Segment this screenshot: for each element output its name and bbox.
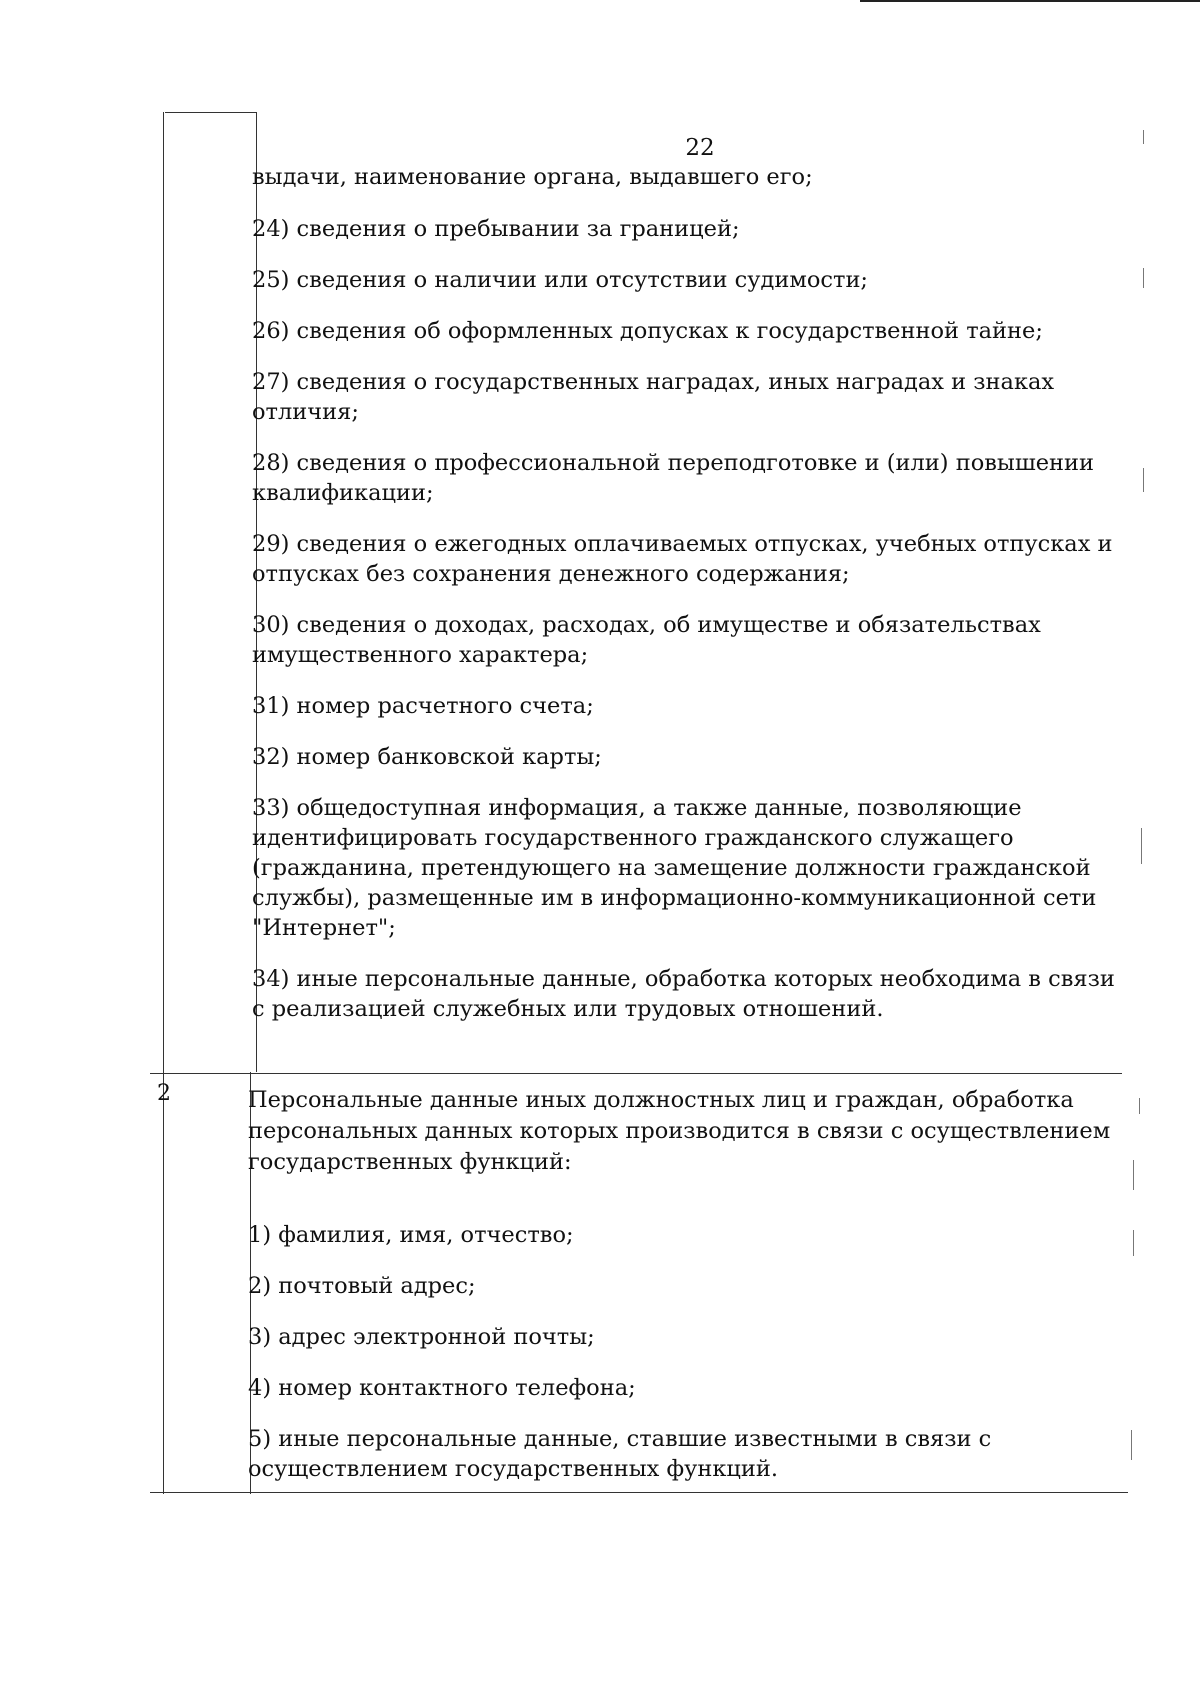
row-1-content: [252, 162, 1124, 1045]
list-item: 28) сведения о профессиональной переподготовке и (или) повышении квалификации;: [252, 450, 1095, 506]
table-left-border: [163, 112, 164, 1494]
list-item: 27) сведения о государственных наградах, иных наградах и знаках отличия;: [252, 369, 1055, 425]
scan-margin-mark: [1139, 1098, 1140, 1114]
scan-margin-mark: [1131, 1430, 1132, 1460]
page-number: 22: [685, 135, 715, 161]
list-item: 29) сведения о ежегодных оплачиваемых отпусках, учебных отпусках и отпусках без сохранения денежного содержания;: [252, 531, 1113, 587]
scan-margin-mark: [1143, 130, 1144, 144]
list-item: 24) сведения о пребывании за границей;: [252, 216, 740, 242]
scan-edge-line: [860, 0, 1200, 2]
row-2-content: [248, 1085, 1124, 1505]
list-item: 34) иные персональные данные, обработка которых необходима в связи с реализацией служебных или трудовых отношений.: [252, 966, 1115, 1022]
list-item: 33) общедоступная информация, а также данные, позволяющие идентифицировать государственного гражданского служащего (гражданина, претендующего на замещение должности гражданской службы), размещенные им в информационно-коммуникационной сети "Интернет";: [252, 795, 1097, 941]
list-item: 4) номер контактного телефона;: [248, 1375, 636, 1401]
scan-margin-mark: [1143, 268, 1144, 288]
list-item: 25) сведения о наличии или отсутствии судимости;: [252, 267, 869, 293]
row-2-number: 2: [157, 1081, 171, 1106]
scan-margin-mark: [1133, 1160, 1134, 1190]
list-item: 30) сведения о доходах, расходах, об имуществе и обязательствах имущественного характера;: [252, 612, 1041, 668]
list-item: 1) фамилия, имя, отчество;: [248, 1222, 574, 1248]
row-separator: [150, 1073, 1122, 1074]
row-2-intro: Персональные данные иных должностных лиц и граждан, обработка персональных данных которых производится в связи с осуществлением государственных функций:: [248, 1087, 1111, 1175]
list-item: выдачи, наименование органа, выдавшего его;: [252, 164, 813, 190]
list-item: 31) номер расчетного счета;: [252, 693, 594, 719]
list-item: 5) иные персональные данные, ставшие известными в связи с осуществлением государственных функций.: [248, 1426, 992, 1482]
list-item: 2) почтовый адрес;: [248, 1273, 476, 1299]
list-item: 3) адрес электронной почты;: [248, 1324, 595, 1350]
scan-margin-mark: [1143, 468, 1144, 492]
scan-margin-mark: [1141, 828, 1142, 864]
list-item: 26) сведения об оформленных допусках к государственной тайне;: [252, 318, 1043, 344]
list-item: 32) номер банковской карты;: [252, 744, 602, 770]
table-top-border: [165, 112, 257, 113]
scan-margin-mark: [1133, 1230, 1134, 1256]
